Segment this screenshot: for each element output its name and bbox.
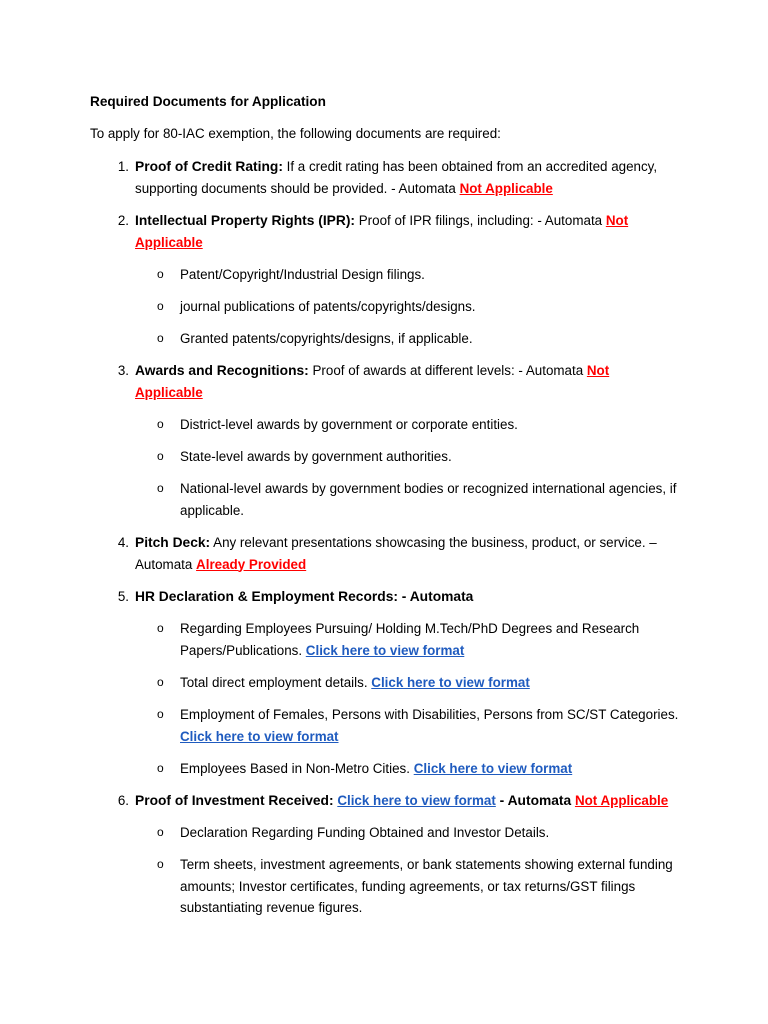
item-label: Intellectual Property Rights (IPR): [135,213,356,228]
sub-item-text: National-level awards by government bodies or recognized international agencies, if applicable. [180,481,677,518]
sub-list-item [157,822,680,844]
item-text: Proof of awards at different levels: - Automata [308,363,587,378]
sub-item-text: District-level awards by government or corporate entities. [180,417,518,432]
item-number: 3. [117,363,129,378]
item-number: 5. [117,589,129,604]
list-item-awards [117,360,680,403]
list-item-investment [117,790,680,812]
status-badge: Not Applicable [135,213,629,250]
sub-list-item [157,758,680,780]
sub-item-text: State-level awards by government authorities. [180,449,452,464]
item-label: HR Declaration & Employment Records: - Automata [135,589,474,604]
intro-text: To apply for 80-IAC exemption, the following documents are required: [90,126,501,141]
bullet-icon: o [157,417,164,431]
item-label: Proof of Credit Rating: [135,159,283,174]
bullet-icon: o [157,761,164,775]
view-format-link[interactable]: Click here to view format [371,675,530,690]
item-number: 4. [117,535,129,550]
sub-list-item [157,296,680,318]
sub-item-text: Total direct employment details. [180,675,372,690]
page-title: Required Documents for Application [90,94,326,109]
item-number: 6. [117,793,129,808]
sub-item-text: Employment of Females, Persons with Disabilities, Persons from SC/ST Categories. [180,707,679,722]
item-label: Proof of Investment Received: [135,793,334,808]
list-item-hr-declaration [117,586,680,608]
view-format-link[interactable]: Click here to view format [337,793,496,808]
sub-list-item [157,446,680,468]
sub-item-text: Patent/Copyright/Industrial Design filings. [180,267,425,282]
sub-item-text: Term sheets, investment agreements, or bank statements showing external funding amounts; Investor certificates, funding agreements, or tax returns/GST filings substantiating revenue figures. [180,857,673,915]
sub-item-text: Regarding Employees Pursuing/ Holding M.Tech/PhD Degrees and Research Papers/Publications. [180,621,640,658]
list-item-pitch-deck [117,532,680,575]
bullet-icon: o [157,675,164,689]
bullet-icon: o [157,267,164,281]
status-badge: Already Provided [196,556,307,572]
status-badge: Not Applicable [135,363,610,400]
status-badge: Not Applicable [574,793,669,808]
bullet-icon: o [157,857,164,871]
item-number: 2. [117,213,129,228]
sub-list-item [157,618,680,661]
bullet-icon: o [157,825,164,839]
view-format-link[interactable]: Click here to view format [413,761,573,776]
item-number: 1. [117,159,129,174]
list-item-credit-rating [117,156,680,199]
bullet-icon: o [157,707,164,721]
bullet-icon: o [157,449,164,463]
item-text: Proof of IPR filings, including: - Automata [355,213,606,228]
item-label: Awards and Recognitions: [135,363,309,378]
sub-item-text: Declaration Regarding Funding Obtained and Investor Details. [180,825,550,840]
sub-list-item [157,328,680,350]
bullet-icon: o [157,331,164,345]
sub-list-item [157,478,680,521]
sub-list-item [157,414,680,436]
sub-item-text: Granted patents/copyrights/designs, if applicable. [180,331,473,346]
item-text: If a credit rating has been obtained from an accredited agency, supporting documents should be provided. - Automata [135,159,658,196]
bullet-icon: o [157,299,164,313]
sub-list-item [157,854,680,919]
sub-list-item [157,672,680,694]
sub-item-text: journal publications of patents/copyrights/designs. [180,299,476,314]
sub-item-text: Employees Based in Non-Metro Cities. [180,761,414,776]
status-badge: Not Applicable [459,180,553,196]
bullet-icon: o [157,481,164,495]
list-item-ipr [117,210,680,253]
item-text: Any relevant presentations showcasing the business, product, or service. – Automata [135,535,657,572]
view-format-link[interactable]: Click here to view format [180,728,339,744]
sub-list-item [157,704,680,747]
sub-list-item [157,264,680,286]
view-format-link[interactable]: Click here to view format [305,642,465,658]
item-label-suffix: - Automata [495,793,572,808]
item-label: Pitch Deck: [135,535,211,550]
bullet-icon: o [157,621,164,635]
